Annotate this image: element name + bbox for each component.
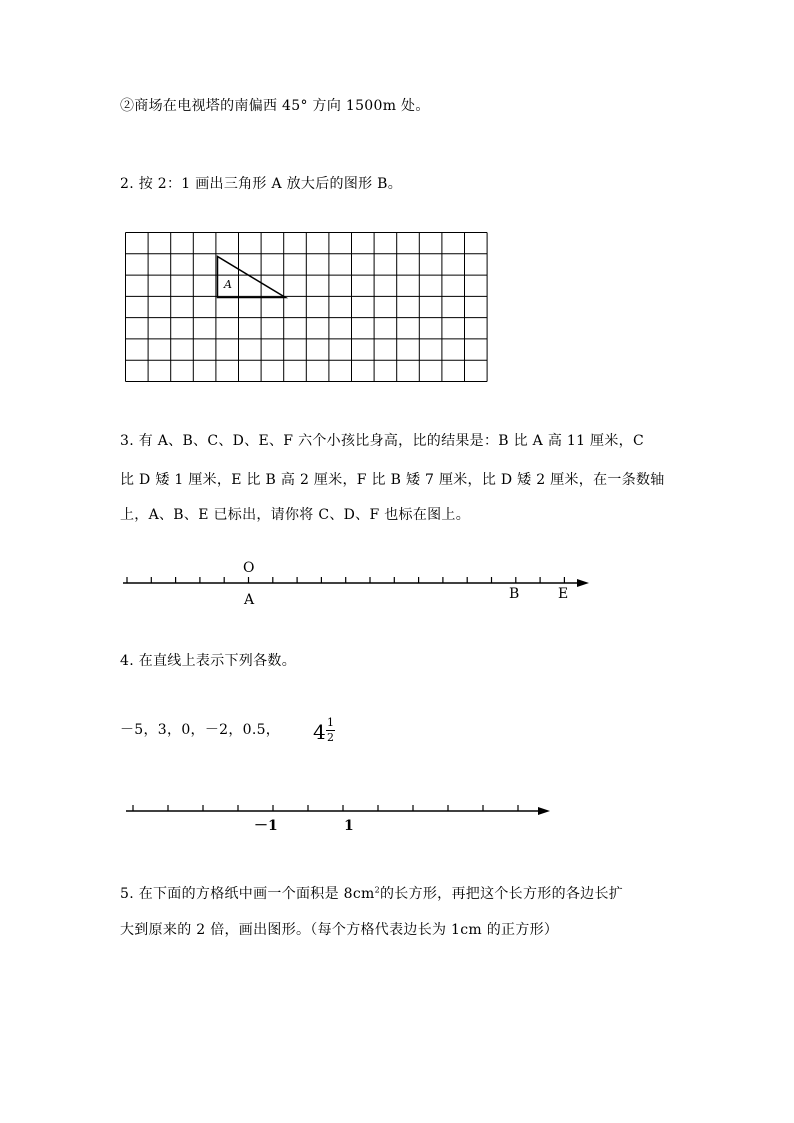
point-b-label: B	[509, 586, 520, 602]
square-grid	[125, 232, 490, 386]
numbers-list: －5，3，0，－2，0.5，	[120, 722, 281, 738]
question-5-line-1	[120, 883, 623, 903]
fraction-denominator: 2	[327, 731, 334, 744]
minus-one-label: －1	[254, 818, 278, 834]
triangle-a	[218, 257, 286, 298]
text-line-1: ②商场在电视塔的南偏西 45° 方向 1500m 处。	[120, 98, 430, 114]
fraction-numerator: 1	[327, 716, 334, 729]
number-line-2	[120, 795, 560, 840]
number-line-1	[115, 555, 595, 605]
arrow-head-icon	[577, 579, 589, 587]
origin-label: O	[243, 560, 255, 576]
triangle-label: A	[224, 278, 232, 291]
question-2-title: 2. 按 2：1 画出三角形 A 放大后的图形 B。	[120, 176, 403, 192]
q5-text-b: 的长方形，再把这个长方形的各边长扩	[379, 886, 624, 902]
fraction-whole: 4	[313, 720, 326, 744]
question-4-title: 4. 在直线上表示下列各数。	[120, 653, 297, 669]
one-label: 1	[344, 818, 354, 834]
arrow-head-icon	[538, 807, 550, 815]
point-e-label: E	[558, 586, 569, 602]
superscript-2: 2	[374, 885, 380, 895]
question-3-line-3: 上，A、B、E 已标出，请你将 C、D、F 也标在图上。	[120, 507, 471, 523]
point-a-label: A	[244, 592, 255, 605]
q5-text-a: 5. 在下面的方格纸中画一个面积是 8cm	[120, 886, 375, 902]
mixed-fraction	[313, 716, 343, 746]
question-5-line-2: 大到原来的 2 倍，画出图形。（每个方格代表边长为 1cm 的正方形）	[120, 922, 559, 938]
question-3-line-1: 3. 有 A、B、C、D、E、F 六个小孩比身高，比的结果是：B 比 A 高 11 厘米，C	[120, 433, 644, 449]
question-3-line-2: 比 D 矮 1 厘米，E 比 B 高 2 厘米，F 比 B 矮 7 厘米，比 D 矮 2 厘米，在一条数轴	[120, 472, 665, 488]
